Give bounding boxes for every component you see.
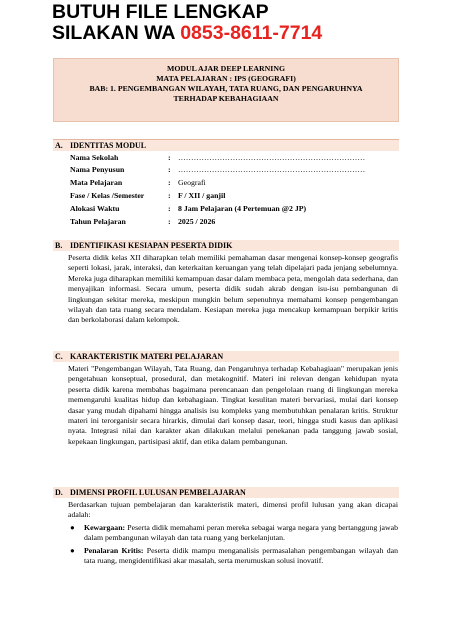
module-header-line-2: MATA PELAJARAN : IPS (GEOGRAFI) [156,74,296,83]
section-b-title: IDENTIFIKASI KESIAPAN PESERTA DIDIK [70,241,233,250]
identity-colon: : [168,204,171,213]
section-d-title: DIMENSI PROFIL LULUSAN PEMBELAJARAN [70,488,246,497]
identity-label: Tahun Pelajaran [70,217,126,226]
promo-banner [52,2,322,44]
identity-value: 8 Jam Pelajaran (4 Pertemuan @2 JP) [178,204,307,213]
module-header-box [53,58,399,122]
bullet-text: Peserta didik mampu menganalisis permasalahan pengembangan wilayah dan tata ruang, mengidentifikasi akar masalah, serta merumuskan solusi inovatif. [84,546,398,566]
identity-row [70,191,225,201]
banner-line-2 [52,23,322,44]
section-c-title: KARAKTERISTIK MATERI PELAJARAN [70,352,224,361]
bullet-dot-icon: ● [70,546,75,555]
section-b-paragraph: Peserta didik kelas XII diharapkan telah memiliki pemahaman dasar mengenai konsep-konsep geografis seperti lokasi, jarak, interaksi, dan keterkaitan keruangan yang telah dipelajari pada jenjang sebelumnya. Mereka juga diharapkan memiliki kemampuan dasar dalam membaca peta, mengolah data sederhana, dan menyajikan informasi. Secara umum, peserta didik sudah akrab dengan isu-isu pembangunan di lingkungan sekitar mereka, meskipun mungkin belum sepenuhnya memahami konsep pengembangan wilayah dan tata ruang secara mendalam. Kesiapan mereka juga mencakup kemampuan berpikir kritis dan berkolaborasi dalam kelompok. [68,253,398,325]
section-b-letter: B. [55,241,63,250]
identity-colon: : [168,165,171,174]
identity-colon: : [168,217,171,226]
bullet-text: Peserta didik memahami peran mereka sebagai warga negara yang bertanggung jawab dalam pembangunan wilayah dan tata ruang yang berkelanjutan. [84,523,398,543]
identity-value: ……………………………………………………………… [178,153,366,162]
module-header-line-4: TERHADAP KEBAHAGIAAN [173,94,279,103]
banner-line-1: BUTUH FILE LENGKAP [52,1,269,23]
identity-row [70,165,365,175]
section-c-heading [53,351,399,362]
identity-value: ……………………………………………………………… [178,165,366,174]
banner-phone-number[interactable]: 0853-8611-7714 [180,22,323,44]
section-b-heading [53,240,399,251]
section-c-paragraph: Materi "Pengembangan Wilayah, Tata Ruang, dan Pengaruhnya terhadap Kebahagiaan" merupakan jenis pengetahuan konseptual, prosedural, dan metakognitif. Materi ini relevan dengan kehidupan nyata peserta didik karena membahas bagaimana perencanaan dan pengelolaan ruang di lingkungan mereka memengaruhi kualitas hidup dan kebahagiaan. Tingkat kesulitan materi bervariasi, mulai dari konsep dasar yang mudah dipahami hingga analisis isu kompleks yang membutuhkan penalaran kritis. Struktur materi ini terorganisir secara hirarkis, dimulai dari konsep dasar, teori, hingga studi kasus dan aplikasi nyata. Integrasi nilai dan karakter akan dilakukan melalui penekanan pada tanggung jawab sosial, kepekaan lingkungan, partisipasi aktif, dan etika dalam pembangunan. [68,364,398,446]
identity-value: Geografi [178,178,206,187]
identity-row [70,153,365,163]
identity-colon: : [168,191,171,200]
section-a-letter: A. [55,141,63,150]
identity-row [70,204,306,214]
profile-bullet-item [70,546,398,567]
section-d-heading [53,487,399,498]
section-d-intro: Berdasarkan tujuan pembelajaran dan karakteristik materi, dimensi profil lulusan yang akan dicapai adalah: [68,500,398,520]
identity-value: 2025 / 2026 [178,217,216,226]
section-d-letter: D. [55,488,63,497]
bullet-dot-icon: ● [70,523,75,532]
identity-colon: : [168,178,171,187]
identity-label: Alokasi Waktu [70,204,120,213]
bullet-title: Penalaran Kritis: [84,546,144,555]
identity-row [70,217,215,227]
identity-label: Mata Pelajaran [70,178,123,187]
identity-label: Nama Sekolah [70,153,119,162]
identity-label: Fase / Kelas /Semester [70,191,145,200]
identity-value: F / XII / ganjil [178,191,226,200]
profile-bullet-item [70,523,398,544]
section-a-title: IDENTITAS MODUL [70,141,147,150]
module-header-line-1: MODUL AJAR DEEP LEARNING [166,64,286,73]
identity-label: Nama Penyusun [70,165,125,174]
identity-colon: : [168,153,171,162]
identity-row [70,178,206,188]
bullet-title: Kewargaan: [84,523,126,532]
banner-line-2-prefix: SILAKAN WA [52,22,181,44]
module-header-line-3: BAB: 1. PENGEMBANGAN WILAYAH, TATA RUANG, DAN PENGARUHNYA [89,84,363,93]
section-c-letter: C. [55,352,63,361]
section-a-heading [53,139,399,151]
